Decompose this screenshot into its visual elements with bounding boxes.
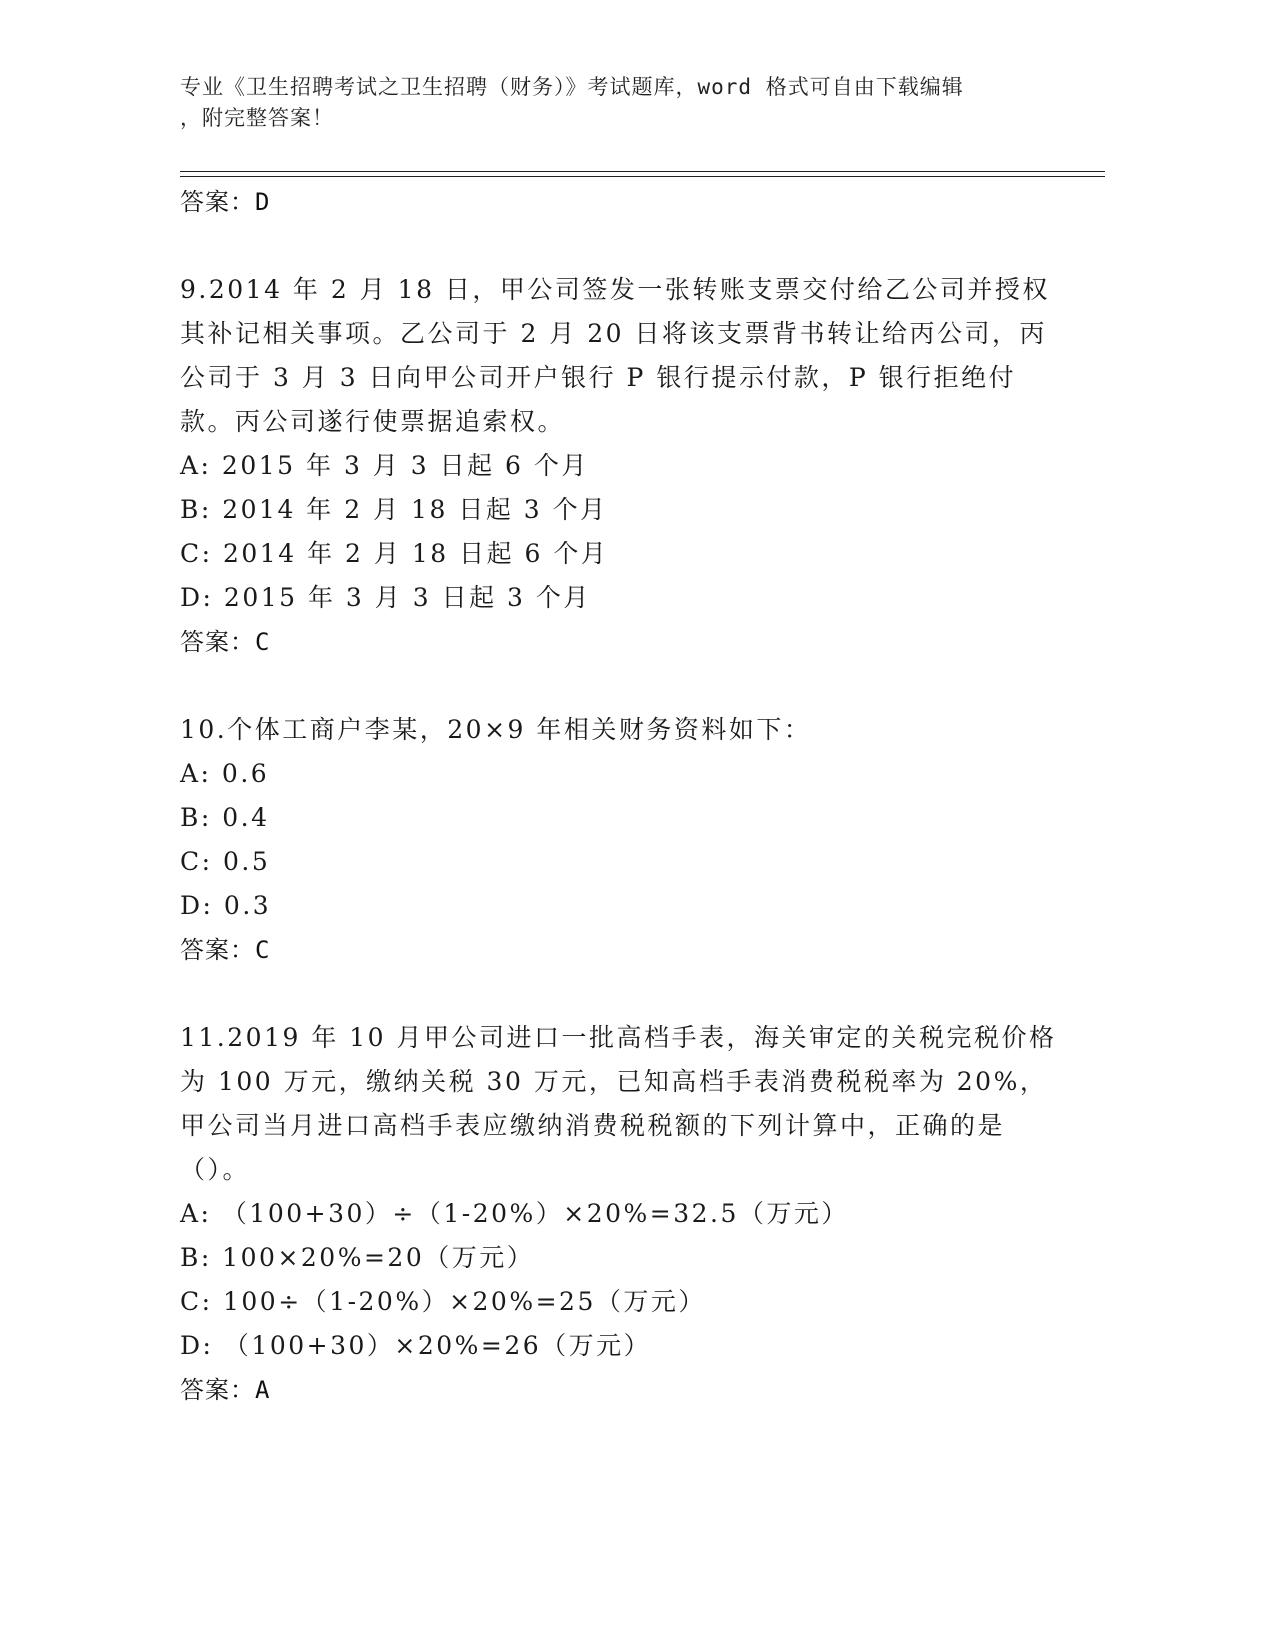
option-b: B: 0.4 (180, 803, 270, 832)
header-line-1: 专业《卫生招聘考试之卫生招聘（财务）》考试题库，word 格式可自由下载编辑 (180, 75, 964, 99)
question-text: 11.2019 年 10 月甲公司进口一批高档手表，海关审定的关税完税价格为 100 万元，缴纳关税 30 万元，已知高档手表消费税税率为 20%，甲公司当月进口高档手表应缴纳消费税税额的下列计算中，正确的是（）。 (180, 1023, 1057, 1184)
option-b: B: 2014 年 2 月 18 日起 3 个月 (180, 495, 608, 524)
header-line-2: ，附完整答案！ (180, 106, 334, 130)
option-c: C: 2014 年 2 月 18 日起 6 个月 (180, 539, 609, 568)
option-a: A: （100+30）÷（1-20%）×20%=32.5（万元） (180, 1199, 849, 1228)
header-divider-bottom (180, 176, 1105, 177)
option-d: D: 2015 年 3 月 3 日起 3 个月 (180, 583, 591, 612)
option-d: D: （100+30）×20%=26（万元） (180, 1331, 652, 1360)
question-text: 10.个体工商户李某，20×9 年相关财务资料如下： (180, 715, 812, 744)
question-10 (180, 708, 1060, 972)
answer-label: 答案：C (180, 628, 271, 656)
option-c: C: 0.5 (180, 847, 271, 876)
document-header (180, 72, 1040, 134)
previous-answer: 答案：D (180, 188, 271, 216)
question-text: 9.2014 年 2 月 18 日，甲公司签发一张转账支票交付给乙公司并授权其补记相关事项。乙公司于 2 月 20 日将该支票背书转让给丙公司，丙公司于 3 月 3 日向甲公司开户银行 P 银行提示付款，P 银行拒绝付款。丙公司遂行使票据追索权。 (180, 275, 1050, 436)
question-11 (180, 1016, 1060, 1412)
option-d: D: 0.3 (180, 891, 272, 920)
header-divider-top (180, 171, 1105, 172)
document-body (180, 180, 1060, 1412)
option-b: B: 100×20%=20（万元） (180, 1243, 535, 1272)
answer-label: 答案：C (180, 936, 271, 964)
question-9 (180, 268, 1060, 664)
option-c: C: 100÷（1-20%）×20%=25（万元） (180, 1287, 706, 1316)
option-a: A: 0.6 (180, 759, 270, 788)
option-a: A: 2015 年 3 月 3 日起 6 个月 (180, 451, 589, 480)
answer-label: 答案：A (180, 1376, 271, 1404)
